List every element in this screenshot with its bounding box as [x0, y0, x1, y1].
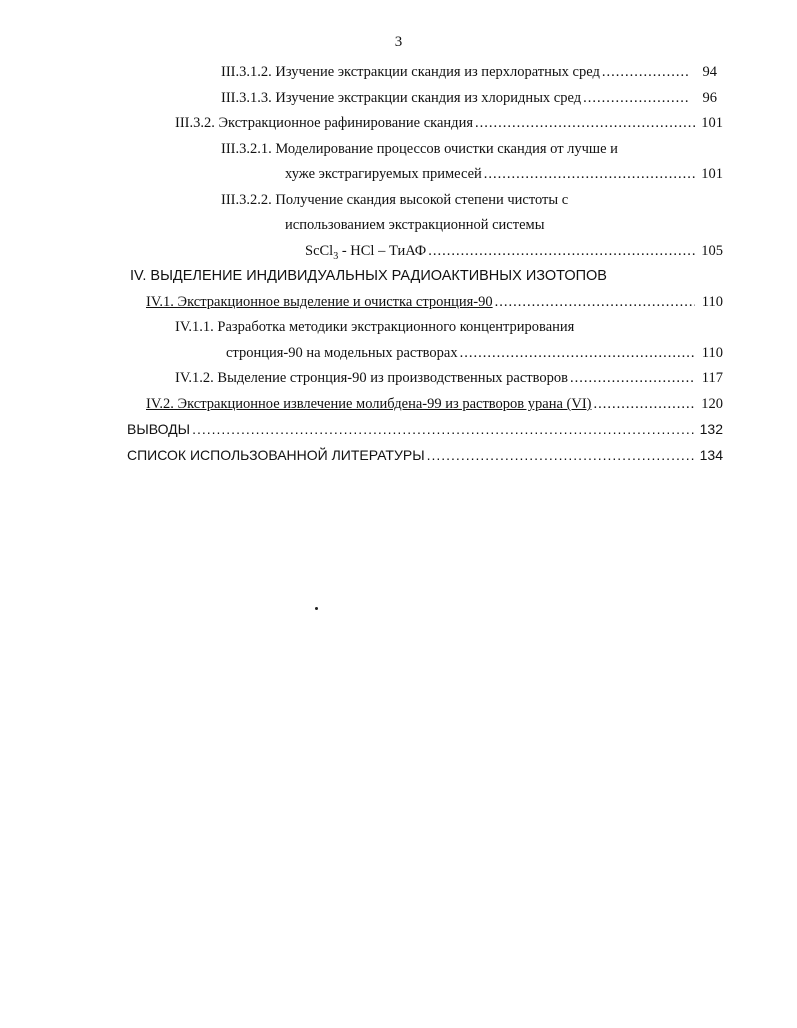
- toc-leader-dots: [495, 292, 695, 312]
- toc-entry-title: IV.1.1. Разработка методики экстракционного концентрирования: [175, 319, 575, 335]
- toc-leader-dots: [460, 343, 695, 363]
- toc-entry: [285, 215, 721, 235]
- page-number: 3: [394, 34, 403, 50]
- toc-entry: [305, 241, 723, 261]
- toc-entry-title: ВЫВОДЫ: [127, 421, 191, 437]
- toc-entry: [175, 317, 715, 337]
- toc-entry: [127, 445, 723, 465]
- toc-entry-page: 132: [699, 421, 723, 437]
- toc-entry-page: 94: [702, 64, 717, 80]
- toc-entry-title: III.3.2.1. Моделирование процессов очистки скандия от лучше и: [221, 141, 618, 157]
- formula-rest: - HCl – ТиАФ: [338, 243, 427, 259]
- stray-dot: [315, 607, 318, 610]
- toc-entry-title: стронция-90 на модельных растворах: [226, 345, 458, 361]
- toc-leader-dots: [583, 88, 689, 108]
- toc-leader-dots: [475, 113, 695, 133]
- toc-leader-dots: [484, 164, 695, 184]
- toc-entry: [146, 292, 723, 312]
- toc-leader-dots: [594, 394, 696, 414]
- toc-entry-title: IV.2. Экстракционное извлечение молибдена-99 из растворов урана (VI): [146, 396, 592, 412]
- formula-subscript: 3: [333, 250, 339, 262]
- toc-entry: [221, 139, 721, 159]
- toc-entry-page: 110: [701, 345, 723, 361]
- toc-entry-title: хуже экстрагируемых примесей: [285, 166, 482, 182]
- toc-entry-title: IV.1. Экстракционное выделение и очистка стронция-90: [146, 294, 493, 310]
- toc-entry-title: СПИСОК ИСПОЛЬЗОВАННОЙ ЛИТЕРАТУРЫ: [127, 447, 425, 463]
- toc-leader-dots: [570, 368, 695, 388]
- toc-entry: [285, 164, 723, 184]
- toc-entry-page: 101: [701, 166, 723, 182]
- toc-entry: [127, 419, 723, 439]
- toc-entry-page: 110: [701, 294, 723, 310]
- toc-leader-dots: [602, 62, 689, 82]
- toc-entry-title: III.3.1.2. Изучение экстракции скандия из перхлоратных сред: [221, 64, 600, 80]
- toc-entry-title: III.3.2. Экстракционное рафинирование скандия: [175, 115, 473, 131]
- toc-entry-page: 120: [701, 396, 723, 412]
- toc-entry-title: [305, 241, 426, 261]
- toc-entry-title: использованием экстракционной системы: [285, 217, 545, 233]
- toc-entry-title: III.3.1.3. Изучение экстракции скандия из хлоридных сред: [221, 90, 582, 106]
- toc-entry: [226, 343, 723, 363]
- toc-entry: [221, 88, 717, 108]
- toc-entry-title: IV. ВЫДЕЛЕНИЕ ИНДИВИДУАЛЬНЫХ РАДИОАКТИВНЫХ ИЗОТОПОВ: [130, 268, 607, 284]
- toc-entry: [146, 394, 723, 414]
- toc-entry: [221, 62, 717, 82]
- toc-entry-page: 134: [699, 447, 723, 463]
- toc-entry-page: 96: [702, 90, 717, 106]
- toc-entry-title: III.3.2.2. Получение скандия высокой степени чистоты с: [221, 192, 569, 208]
- toc-entry-page: 105: [701, 243, 723, 259]
- toc-entry-page: 101: [701, 115, 723, 131]
- toc-section-heading: [130, 266, 730, 286]
- formula-main: ScCl: [305, 243, 334, 259]
- toc-entry: [175, 368, 723, 388]
- toc-entry-page: 117: [701, 370, 723, 386]
- toc-entry: [221, 190, 721, 210]
- toc-leader-dots: [192, 419, 695, 439]
- toc-entry: [175, 113, 723, 133]
- toc-leader-dots: [427, 445, 695, 465]
- toc-leader-dots: [428, 241, 695, 261]
- toc-entry-title: IV.1.2. Выделение стронция-90 из производственных растворов: [175, 370, 568, 386]
